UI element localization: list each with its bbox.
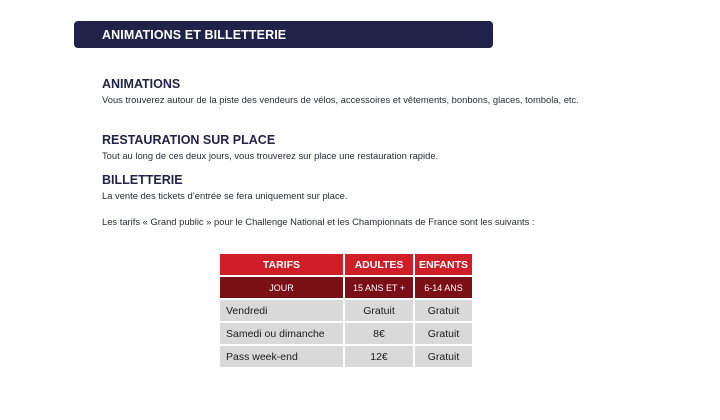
tarifs-intro: Les tarifs « Grand public » pour le Challenge National et les Championnats de France sont les suivants :	[102, 216, 535, 227]
table-header-cell: ENFANTS	[415, 254, 472, 275]
table-header-cell: TARIFS	[220, 254, 343, 275]
section-text: La vente des tickets d’entrée se fera uniquement sur place.	[102, 190, 348, 201]
section-title: RESTAURATION SUR PLACE	[102, 133, 276, 147]
table-cell: Gratuit	[415, 323, 472, 344]
table-cell: 8€	[345, 323, 413, 344]
table-subheader-row	[220, 277, 472, 298]
section-billetterie	[102, 173, 642, 202]
section-header-bar	[74, 21, 493, 48]
header-title: ANIMATIONS ET BILLETTERIE	[102, 27, 287, 42]
table-row	[220, 300, 472, 321]
table-row	[220, 323, 472, 344]
table-cell: Gratuit	[415, 300, 472, 321]
section-title: ANIMATIONS	[102, 77, 181, 91]
table-cell: Pass week-end	[220, 346, 343, 367]
section-animations	[102, 77, 642, 106]
table-header-row	[220, 254, 472, 275]
section-title: BILLETTERIE	[102, 173, 183, 187]
section-text: Vous trouverez autour de la piste des vendeurs de vélos, accessoires et vêtements, bonbons, glaces, tombola, etc.	[102, 94, 579, 105]
table-cell: Gratuit	[415, 346, 472, 367]
table-subheader-cell: 6-14 ANS	[415, 277, 472, 298]
table-cell: Samedi ou dimanche	[220, 323, 343, 344]
table-subheader-cell: 15 ANS ET +	[345, 277, 413, 298]
table-cell: 12€	[345, 346, 413, 367]
section-restauration	[102, 133, 642, 162]
section-text: Tout au long de ces deux jours, vous trouverez sur place une restauration rapide.	[102, 150, 439, 161]
table-cell: Gratuit	[345, 300, 413, 321]
table-row	[220, 346, 472, 367]
table-cell: Vendredi	[220, 300, 343, 321]
tarifs-table	[218, 252, 474, 369]
table-header-cell: ADULTES	[345, 254, 413, 275]
table-subheader-cell: JOUR	[220, 277, 343, 298]
